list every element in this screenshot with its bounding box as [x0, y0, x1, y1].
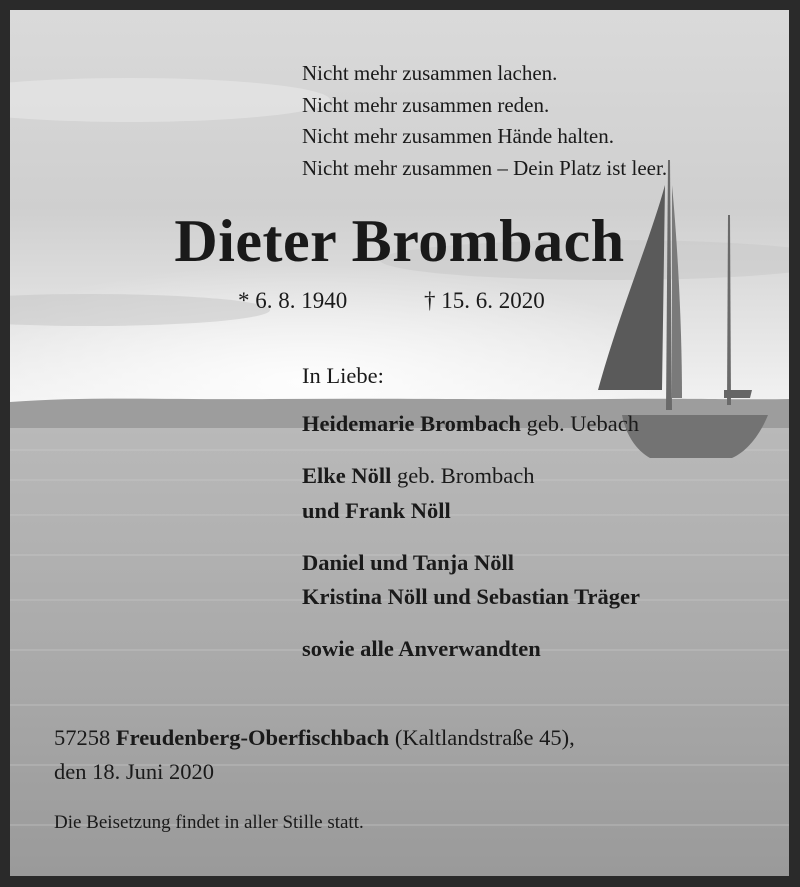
town: Freudenberg-Oberfischbach	[115, 725, 390, 750]
mourner-daniel: Daniel und Tanja Nöll	[302, 550, 514, 575]
mourner-frank: und Frank Nöll	[302, 498, 451, 523]
obituary-card	[10, 10, 789, 876]
mourner-elke	[302, 459, 534, 493]
address-line	[54, 721, 575, 755]
poem-line: Nicht mehr zusammen – Dein Platz ist leer.	[302, 155, 668, 180]
date-line: den 18. Juni 2020	[54, 759, 214, 784]
mourner-name: Heidemarie Brombach	[302, 411, 521, 436]
maiden-name: geb. Brombach	[391, 463, 535, 488]
poem-line: Nicht mehr zusammen reden.	[302, 92, 550, 117]
burial-notice: Die Beisetzung findet in aller Stille statt.	[54, 812, 364, 833]
mourners-intro: In Liebe:	[302, 363, 384, 388]
mourner-name: Elke Nöll	[302, 463, 392, 488]
street: (Kaltlandstraße 45),	[389, 725, 575, 750]
poem-line: Nicht mehr zusammen lachen.	[302, 61, 558, 85]
mourner-heidemarie	[302, 407, 639, 441]
birth-date: * 6. 8. 1940	[238, 288, 348, 313]
zip-code: 57258	[54, 725, 116, 750]
poem-line: Nicht mehr zusammen Hände halten.	[302, 124, 614, 148]
deceased-name: Dieter Brombach	[174, 208, 625, 274]
maiden-name: geb. Uebach	[520, 411, 640, 436]
mourner-kristina: Kristina Nöll und Sebastian Träger	[302, 584, 640, 609]
mourner-relatives: sowie alle Anverwandten	[302, 636, 541, 661]
death-date: † 15. 6. 2020	[424, 288, 545, 313]
poem	[302, 58, 667, 184]
